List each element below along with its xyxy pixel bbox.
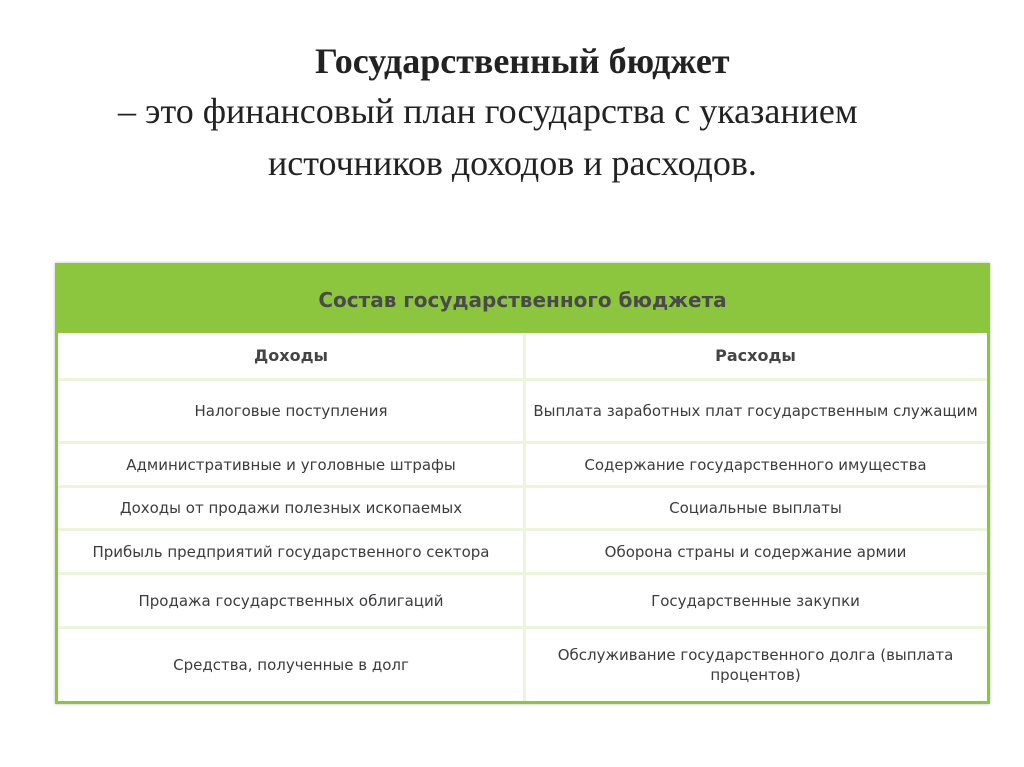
table-caption: Состав государственного бюджета xyxy=(58,266,987,333)
expense-cell: Выплата заработных плат государственным служащим xyxy=(533,402,978,420)
budget-table xyxy=(55,263,990,704)
header-expenses: Расходы xyxy=(715,345,796,365)
table-row xyxy=(58,444,987,488)
expense-cell: Оборона страны и содержание армии xyxy=(604,542,907,561)
table-row xyxy=(58,575,987,629)
table-row xyxy=(58,629,987,701)
expense-cell: Государственные закупки xyxy=(651,591,860,610)
table-row xyxy=(58,381,987,444)
income-cell: Налоговые поступления xyxy=(194,402,388,420)
table-row xyxy=(58,488,987,531)
income-cell: Продажа государственных облигаций xyxy=(138,591,444,610)
definition-line-2: источников доходов и расходов. xyxy=(268,143,757,183)
table-header-row xyxy=(58,333,987,381)
expense-cell: Социальные выплаты xyxy=(669,499,842,517)
slide-title: Государственный бюджет xyxy=(315,41,730,81)
expense-cell: Содержание государственного имущества xyxy=(584,455,927,474)
income-cell: Прибыль предприятий государственного сектора xyxy=(92,542,490,561)
header-income: Доходы xyxy=(254,345,328,365)
income-cell: Доходы от продажи полезных ископаемых xyxy=(119,499,463,517)
definition-line-1: – это финансовый план государства с указанием xyxy=(118,91,858,131)
income-cell: Административные и уголовные штрафы xyxy=(126,455,456,474)
table-row xyxy=(58,531,987,575)
income-cell: Средства, полученные в долг xyxy=(173,656,409,674)
expense-cell: Обслуживание государственного долга (выплата процентов) xyxy=(557,646,954,684)
